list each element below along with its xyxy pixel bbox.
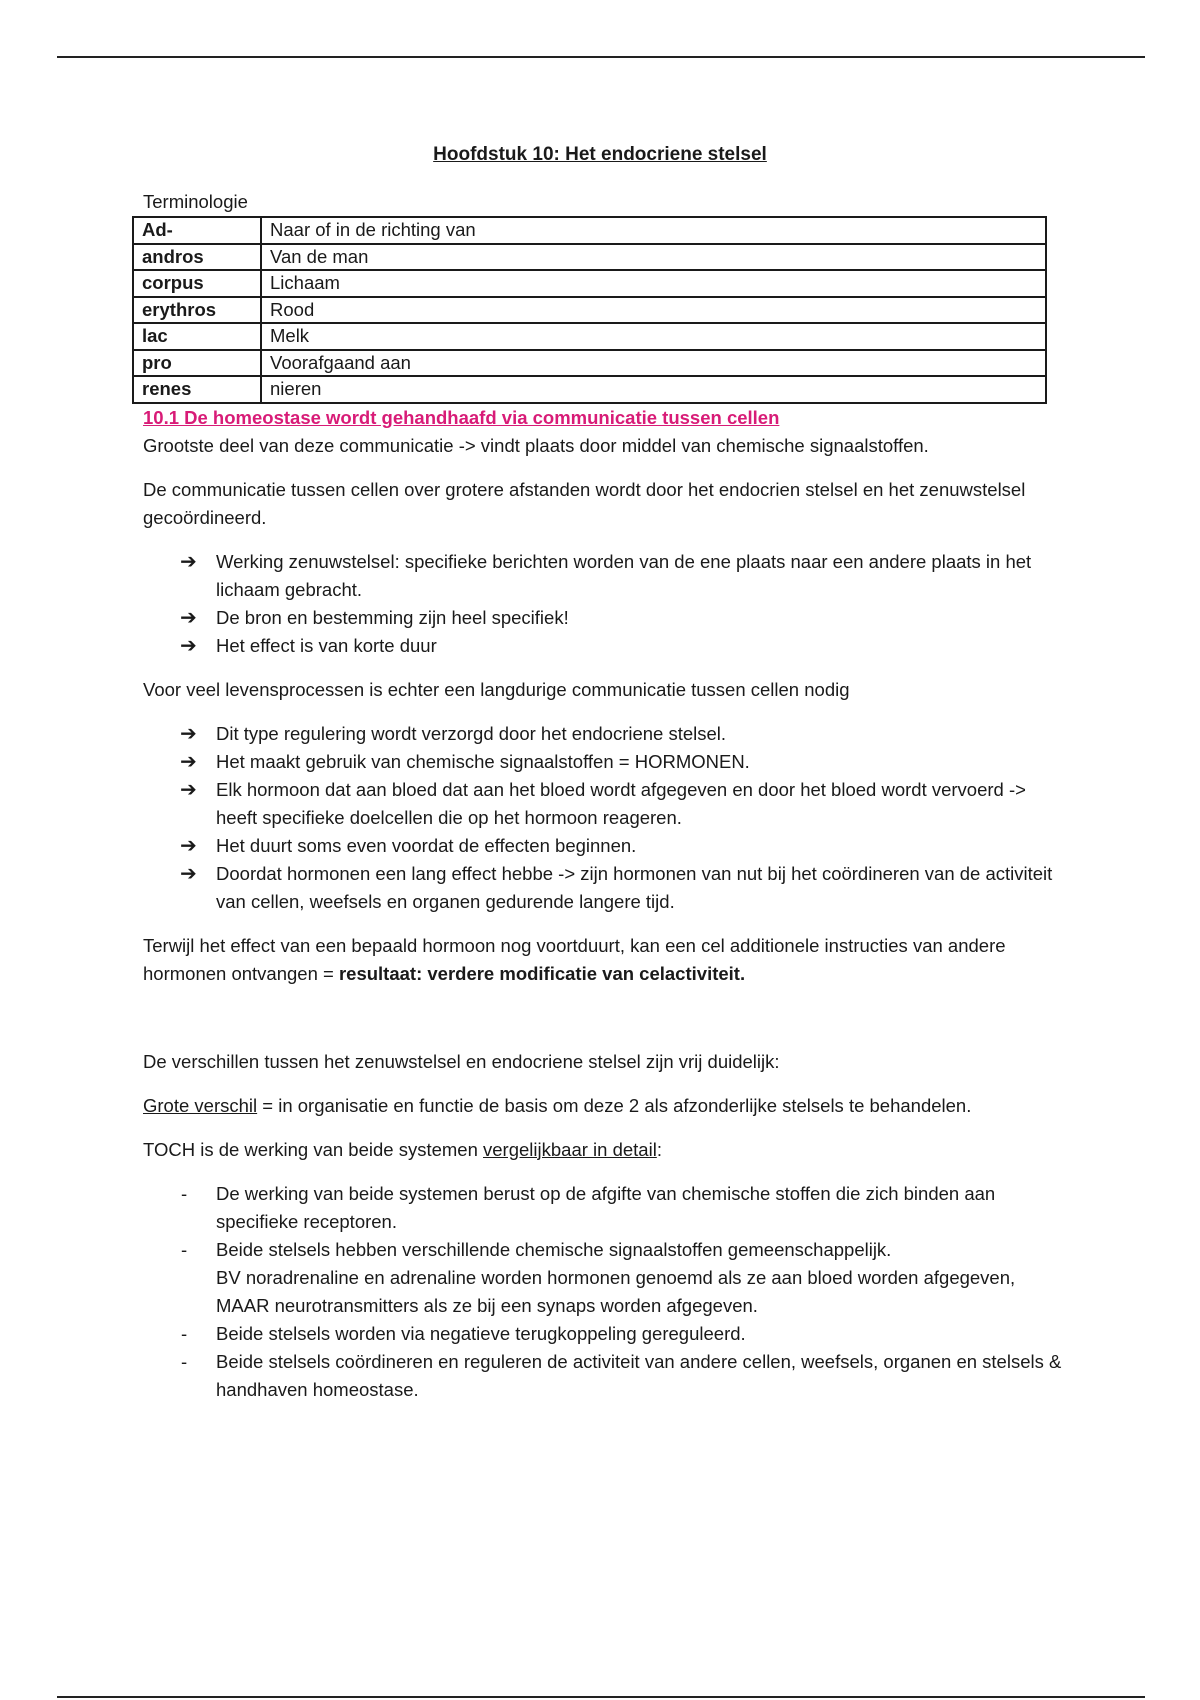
meaning-cell: Naar of in de richting van <box>261 217 1046 244</box>
arrow-icon: ➔ <box>180 750 197 773</box>
document-body <box>143 188 1063 1420</box>
paragraph-5: De verschillen tussen het zenuwstelsel en endocriene stelsel zijn vrij duidelijk: <box>143 1050 780 1072</box>
list-item: ➔ Het duurt soms even voordat de effecten beginnen. <box>143 832 1063 860</box>
list-item: - Beide stelsels coördineren en reguleren de activiteit van andere cellen, weefsels, organen en stelsels & handhaven homeostase. <box>143 1348 1063 1404</box>
meaning-cell: Melk <box>261 323 1046 350</box>
meaning-cell: Lichaam <box>261 270 1046 297</box>
list-item: ➔ Elk hormoon dat aan bloed dat aan het bloed wordt afgegeven en door het bloed wordt vervoerd -> heeft specifieke doelcellen die op het hormoon reageren. <box>143 776 1063 832</box>
dash-icon: - <box>181 1238 188 1260</box>
table-row <box>133 270 1046 297</box>
term-cell: erythros <box>133 297 261 324</box>
arrow-icon: ➔ <box>180 722 197 745</box>
term-cell: andros <box>133 244 261 271</box>
dash-icon: - <box>181 1322 188 1344</box>
table-row <box>133 323 1046 350</box>
paragraph-2: De communicatie tussen cellen over grotere afstanden wordt door het endocrien stelsel en het zenuwstelsel gecoördineerd. <box>143 478 1026 528</box>
underlined-phrase: vergelijkbaar in detail <box>483 1138 657 1160</box>
meaning-cell: Voorafgaand aan <box>261 350 1046 377</box>
table-row <box>133 297 1046 324</box>
terminology-label: Terminologie <box>143 191 248 212</box>
page-title: Hoofdstuk 10: Het endocriene stelsel <box>433 144 767 165</box>
list-item: ➔ Dit type regulering wordt verzorgd door het endocriene stelsel. <box>143 720 1063 748</box>
bold-conclusion: resultaat: verdere modificatie van celactiviteit. <box>338 962 746 984</box>
list-item: ➔ Het maakt gebruik van chemische signaalstoffen = HORMONEN. <box>143 748 1063 776</box>
paragraph-4: Terwijl het effect van een bepaald hormoon nog voortduurt, kan een cel additionele instructies van andere hormonen ontvangen = resultaat: verdere modificatie van celactiviteit. <box>143 934 1006 984</box>
arrow-icon: ➔ <box>180 778 197 801</box>
meaning-cell: nieren <box>261 376 1046 403</box>
table-row <box>133 244 1046 271</box>
table-row <box>133 350 1046 377</box>
term-cell: renes <box>133 376 261 403</box>
dash-list <box>143 1180 1063 1404</box>
arrow-list-1 <box>143 548 1063 660</box>
terminology-table <box>132 216 1047 404</box>
paragraph-1: Grootste deel van deze communicatie -> vindt plaats door middel van chemische signaalstoffen. <box>143 434 929 456</box>
paragraph-6: Grote verschil = in organisatie en functie de basis om deze 2 als afzonderlijke stelsels te behandelen. <box>143 1094 972 1116</box>
arrow-icon: ➔ <box>180 550 197 573</box>
list-item: - Beide stelsels worden via negatieve terugkoppeling gereguleerd. <box>143 1320 1063 1348</box>
list-item: ➔ Het effect is van korte duur <box>143 632 1063 660</box>
list-item: - Beide stelsels hebben verschillende chemische signaalstoffen gemeenschappelijk. BV noradrenaline en adrenaline worden hormonen genoemd als ze aan bloed worden afgegeven, MAAR neurotransmitters als ze bij een synaps worden afgegeven. <box>143 1236 1063 1320</box>
paragraph-3: Voor veel levensprocessen is echter een langdurige communicatie tussen cellen nodig <box>143 678 850 700</box>
term-cell: Ad- <box>133 217 261 244</box>
term-cell: pro <box>133 350 261 377</box>
table-row <box>133 376 1046 403</box>
top-rule <box>57 56 1145 58</box>
underlined-term: Grote verschil <box>143 1094 258 1116</box>
term-cell: lac <box>133 323 261 350</box>
paragraph-7: TOCH is de werking van beide systemen vergelijkbaar in detail: <box>143 1138 662 1160</box>
table-row <box>133 217 1046 244</box>
arrow-icon: ➔ <box>180 834 197 857</box>
spacer <box>143 1004 1063 1048</box>
dash-icon: - <box>181 1182 188 1204</box>
arrow-icon: ➔ <box>180 862 197 885</box>
list-item: ➔ Doordat hormonen een lang effect hebbe -> zijn hormonen van nut bij het coördineren van de activiteit van cellen, weefsels en organen gedurende langere tijd. <box>143 860 1063 916</box>
dash-icon: - <box>181 1350 188 1372</box>
arrow-list-2 <box>143 720 1063 916</box>
arrow-icon: ➔ <box>180 634 197 657</box>
bottom-rule <box>57 1696 1145 1698</box>
arrow-icon: ➔ <box>180 606 197 629</box>
term-cell: corpus <box>133 270 261 297</box>
meaning-cell: Van de man <box>261 244 1046 271</box>
list-item: ➔ De bron en bestemming zijn heel specifiek! <box>143 604 1063 632</box>
section-heading: 10.1 De homeostase wordt gehandhaafd via communicatie tussen cellen <box>143 406 780 428</box>
list-item: ➔ Werking zenuwstelsel: specifieke berichten worden van de ene plaats naar een andere plaats in het lichaam gebracht. <box>143 548 1063 604</box>
meaning-cell: Rood <box>261 297 1046 324</box>
list-item: - De werking van beide systemen berust op de afgifte van chemische stoffen die zich binden aan specifieke receptoren. <box>143 1180 1063 1236</box>
